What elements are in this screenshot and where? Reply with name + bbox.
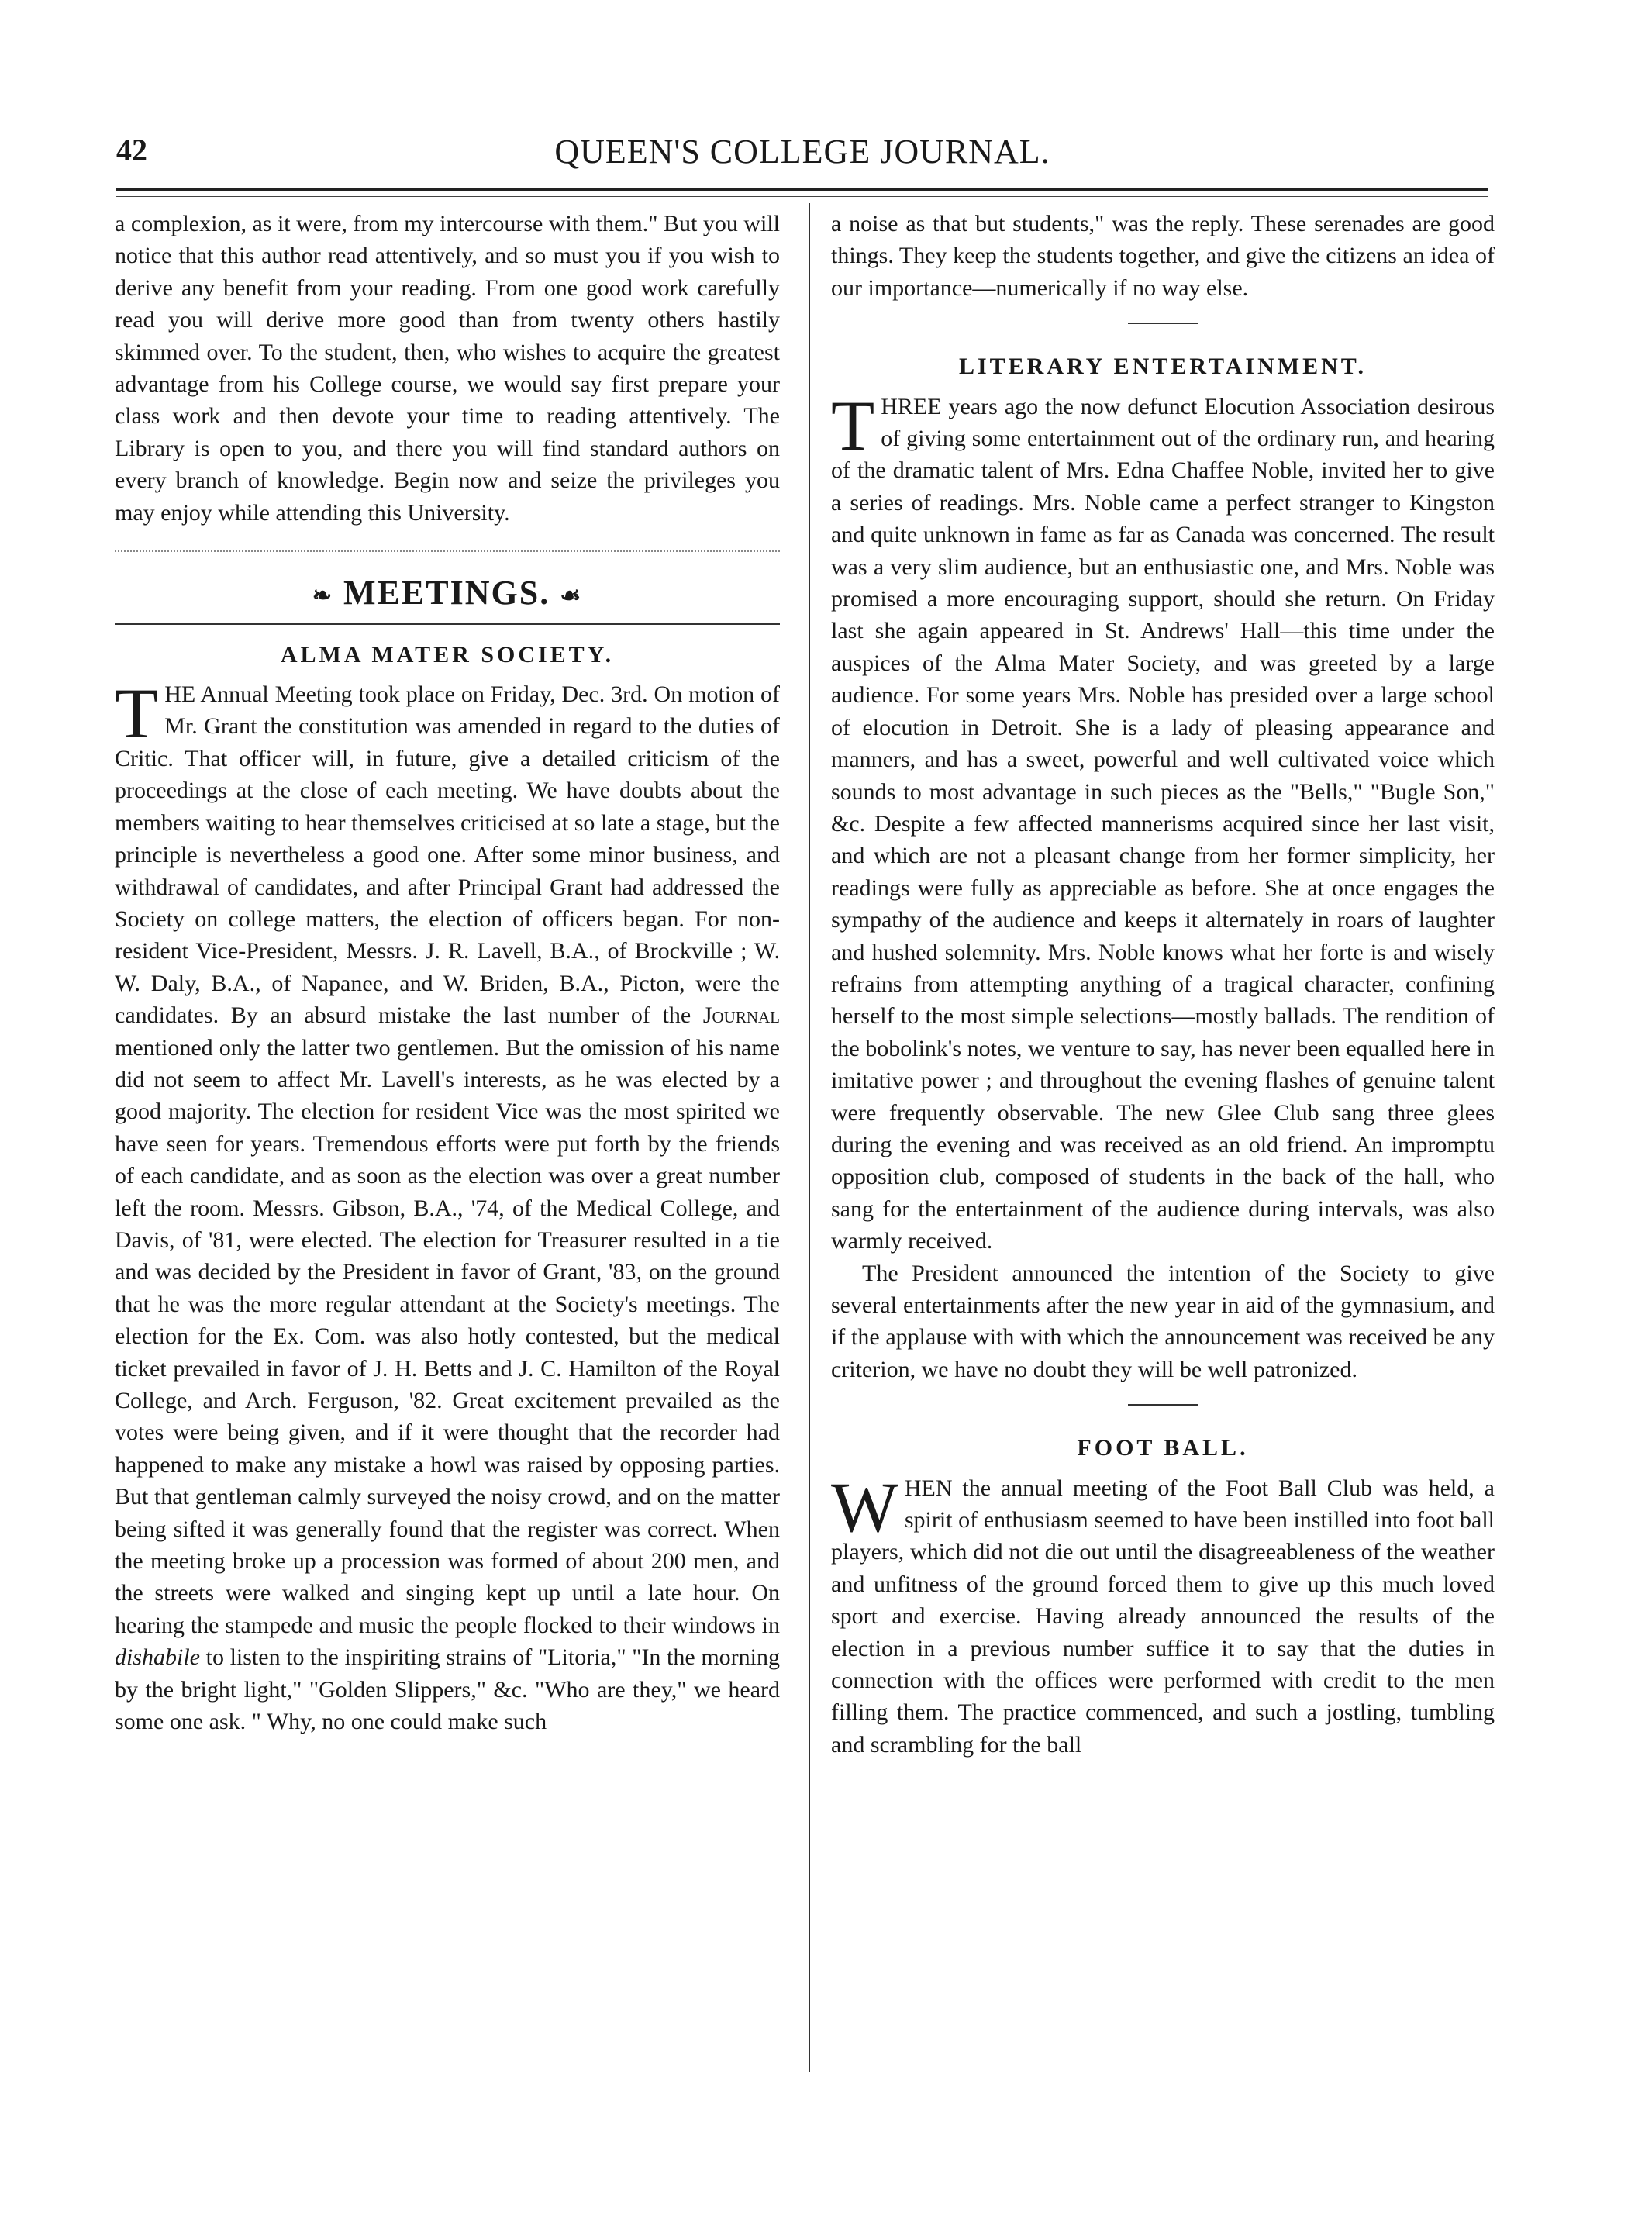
drop-cap: T	[115, 674, 159, 754]
alma-mater-heading: ALMA MATER SOCIETY.	[280, 641, 615, 668]
drop-cap: W	[831, 1467, 898, 1547]
header-rule-thin	[116, 196, 1488, 197]
alma-mater-text-3: to listen to the inspiriting strains of "Litoria," "In the morning by the bright light," "Golden Slippers," &c. "Who are they," we heard some one ask. " Why, no one could make such	[115, 1644, 780, 1735]
page-header	[116, 132, 1488, 178]
ornament-left-icon: ❧	[312, 583, 334, 609]
alma-mater-text-2: mentioned only the latter two gentlemen. But the omission of his name did not seem to affect Mr. Lavell's interests, as he was elected by a good majority. The election for resident Vice was the most spirited we have seen for years. Tremendous efforts were put forth by the friends of each candidate, and as soon as the election was over a great number left the room. Messrs. Gibson, B.A., '74, of the Medical College, and Davis, of '81, were elected. The election for Treasurer resulted in a tie and was decided by the President in favor of Grant, '83, on the ground that he was the more regular attendant at the Society's meetings. The election for the Ex. Com. was also hotly contested, but the medical ticket prevailed in favor of J. H. Betts and J. C. Hamilton of the Royal College, and Arch. Ferguson, '82. Great excitement prevailed as the votes were being given, and if it were thought that the recorder had happened to make any mistake a howl was raised by opposing parties. But that gentleman calmly surveyed the noisy crowd, and on the matter being sifted it was generally found that the register was correct. When the meeting broke up a procession was formed of about 200 men, and the streets were walked and singing kept up until a late hour. On hearing the stampede and music the people flocked to their windows in	[115, 1034, 780, 1638]
literary-paragraph-2: The President announced the intention of the Society to give several entertainments after the new year in aid of the gymnasium, and if the applause with with which the announcement was received be any criterion, we have no doubt they will be well patronized.	[831, 1260, 1495, 1382]
dotted-separator	[115, 550, 780, 554]
alma-mater-text-1: HE Annual Meeting took place on Friday, Dec. 3rd. On motion of Mr. Grant the constitution was amended in regard to the duties of Critic. That officer will, in future, give a detailed criticism of the proceedings at the close of each meeting. We have doubts about the members waiting to hear themselves criticised at so late a stage, but the principle is nevertheless a good one. After some minor business, and withdrawal of candidates, and after Principal Grant had addressed the Society on college matters, the election of officers began. For non-resident Vice-President, Messrs. J. R. Lavell, B.A., of Brockville ; W. W. Daly, B.A., of Napanee, and W. Briden, B.A., Picton, were the candidates. By an absurd mistake the last number of the	[115, 681, 780, 1029]
meetings-banner	[115, 574, 780, 612]
left-column	[115, 208, 780, 1737]
meetings-title: MEETINGS.	[343, 574, 550, 612]
page-number: 42	[116, 133, 147, 167]
literary-text-1: HREE years ago the now defunct Elocution Association desirous of giving some entertainment out of the ordinary run, and hearing of the dramatic talent of Mrs. Edna Chaffee Noble, invited her to give a series of readings. Mrs. Noble came a perfect stranger to Kingston and quite unknown in fame as far as Canada was concerned. The result was a very slim audience, but an enthusiastic one, and Mrs. Noble was promised a more encouraging support, should she return. On Friday last she again appeared in St. Andrews' Hall—this time under the auspices of the Alma Mater Society, and was greeted by a large audience. For some years Mrs. Noble has presided over a large school of elocution in Detroit. She is a lady of pleasing appearance and manners, and has a sweet, powerful and well cultivated voice which sounds to most advantage in such pieces as the "Bells," "Bugle Son," &c. Despite a few affected mannerisms acquired since her last visit, and which are not a pleasant change from her former simplicity, her readings were fully as appreciable as before. She at once engages the sympathy of the audience and keeps it alternately in roars of laughter and hushed solemnity. Mrs. Noble knows what her forte is and wisely refrains from attempting anything of a tragical character, confining herself to the most simple selections—mostly ballads. The rendition of the bobolink's notes, we venture to say, has never been equalled here in imitative power ; and throughout the evening flashes of genuine talent were frequently observable. The new Glee Club sang three glees during the evening and was received as an old friend. An impromptu opposition club, composed of students in the back of the hall, who sang for the entertainment of the audience during intervals, was also warmly received.	[831, 393, 1495, 1254]
literary-paragraph-1	[831, 385, 1495, 1257]
football-paragraph	[831, 1467, 1495, 1761]
journal-title: QUEEN'S COLLEGE JOURNAL.	[554, 133, 1050, 171]
football-text: HEN the annual meeting of the Foot Ball Club was held, a spirit of enthusiasm seemed to have been instilled into foot ball players, which did not die out until the disagreeableness of the weather and unfitness of the ground forced them to give up this much loved sport and exercise. Having already announced the results of the election in a previous number suffice it to say that the duties in connection with the offices were performed with credit to the men filling them. The practice commenced, and such a jostling, tumbling and scrambling for the ball	[831, 1475, 1495, 1758]
column-divider	[809, 203, 810, 2072]
short-rule	[1128, 323, 1198, 324]
banner-rule	[115, 623, 780, 625]
ornament-right-icon: ☙	[560, 583, 583, 609]
journal-word: Journal	[702, 1002, 780, 1029]
alma-mater-paragraph	[115, 674, 780, 1737]
short-rule	[1128, 1404, 1198, 1406]
header-rule	[116, 188, 1488, 191]
intro-paragraph: a complexion, as it were, from my intercourse with them." But you will notice that this author read attentively, and so must you if you wish to derive any benefit from your reading. From one good work carefully read you will derive more good than from twenty others hastily skimmed over. To the student, then, who wishes to acquire the greatest advantage from his College course, we would say first prepare your class work and then devote your time to reading attentively. The Library is open to you, and there you will find standard authors on every branch of knowledge. Begin now and seize the privileges you may enjoy while attending this University.	[115, 211, 780, 526]
football-heading: FOOT BALL.	[1077, 1435, 1249, 1461]
drop-cap: T	[831, 385, 875, 465]
continuation-paragraph: a noise as that but students," was the reply. These serenades are good things. They keep the students together, and give the citizens an idea of our importance—numerically if no way else.	[831, 211, 1495, 301]
italic-word: dishabile	[115, 1644, 200, 1671]
literary-heading: LITERARY ENTERTAINMENT.	[958, 354, 1367, 380]
right-column	[831, 208, 1495, 1761]
